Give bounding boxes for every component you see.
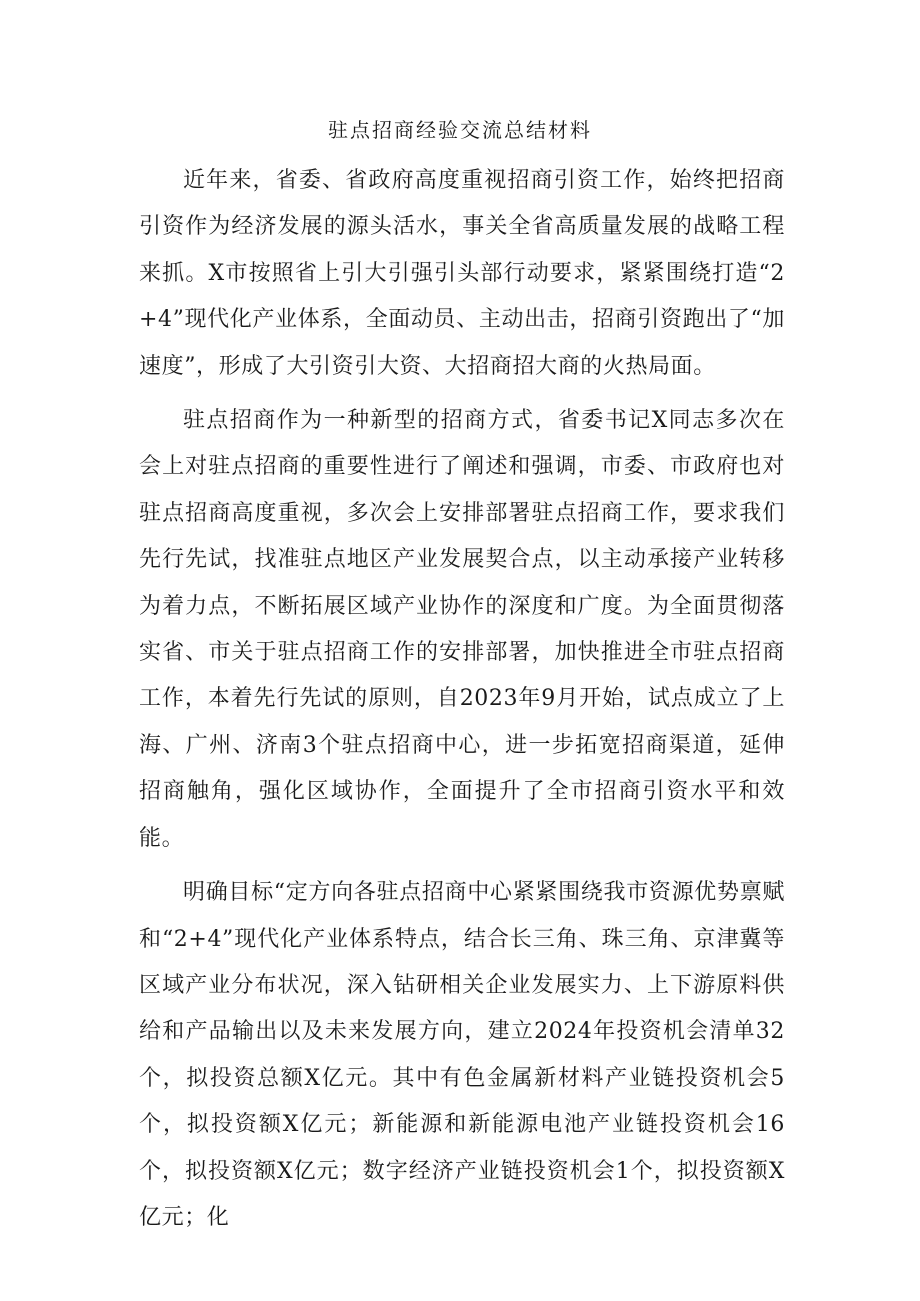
paragraph-goals: 明确目标“定方向各驻点招商中心紧紧围绕我市资源优势禀赋和“2+4”现代化产业体系特点，结合长三角、珠三角、京津冀等区域产业分布状况，深入钻研相关企业发展实力、上下游原料供给和产品输出以及未来发展方向，建立2024年投资机会清单32个，拟投资总额X亿元。其中有色金属新材料产业链投资机会5个，拟投资额X亿元；新能源和新能源电池产业链投资机会16个，拟投资额X亿元；数字经济产业链投资机会1个，拟投资额X亿元；化	[139, 880, 785, 1230]
document-title: 驻点招商经验交流总结材料	[328, 118, 592, 142]
document-body	[139, 158, 785, 1241]
paragraph-intro: 近年来，省委、省政府高度重视招商引资工作，始终把招商引资作为经济发展的源头活水，事关全省高质量发展的战略工程来抓。X市按照省上引大引强引头部行动要求，紧紧围绕打造“2+4”现代化产业体系，全面动员、主动出击，招商引资跑出了“加速度”，形成了大引资引大资、大招商招大商的火热局面。	[139, 168, 785, 379]
paragraph-station-investment: 驻点招商作为一种新型的招商方式，省委书记X同志多次在会上对驻点招商的重要性进行了阐述和强调，市委、市政府也对驻点招商高度重视，多次会上安排部署驻点招商工作，要求我们先行先试，找准驻点地区产业发展契合点，以主动承接产业转移为着力点，不断拓展区域产业协作的深度和广度。为全面贯彻落实省、市关于驻点招商工作的安排部署，加快推进全市驻点招商工作，本着先行先试的原则，自2023年9月开始，试点成立了上海、广州、济南3个驻点招商中心，进一步拓宽招商渠道，延伸招商触角，强化区域协作，全面提升了全市招商引资水平和效能。	[139, 408, 785, 851]
